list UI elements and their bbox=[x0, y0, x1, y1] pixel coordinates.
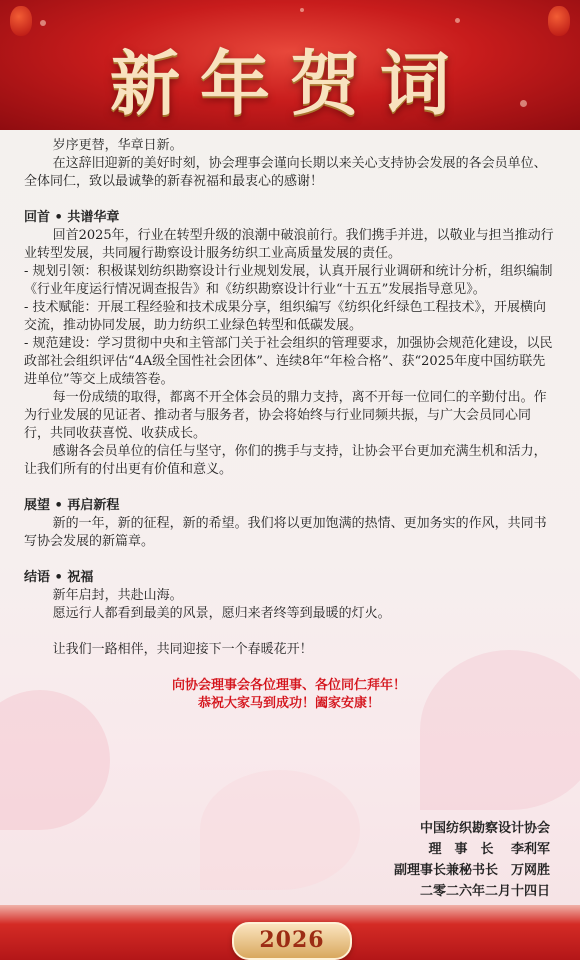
review-paragraph-2: 每一份成绩的取得，都离不开全体会员的鼎力支持，离不开每一位同仁的辛勤付出。作为行业发展的见证者、推动者与服务者，协会将始终与行业同频共振，与广大会员同心同行，共同收获喜悦、收获成长。 bbox=[24, 390, 547, 441]
year-text: 2026 bbox=[259, 927, 325, 953]
review-item-technology: - 技术赋能：开展工程经验和技术成果分享，组织编写《纺织化纤绿色工程技术》，开展横向交流，推动协同发展，助力纺织工业绿色转型和低碳发展。 bbox=[24, 300, 547, 333]
letter-body bbox=[24, 137, 554, 713]
opening-line: 岁序更替，华章日新。 bbox=[52, 138, 183, 153]
greeting-line-1: 向协会理事会各位理事、各位同仁拜年！ bbox=[171, 678, 406, 693]
signature-org: 中国纺织勘察设计协会 bbox=[419, 821, 550, 836]
section-heading-outlook: 展望 • 再启新程 bbox=[24, 498, 120, 513]
header-banner bbox=[0, 0, 580, 130]
section-heading-review: 回首 • 共谱华章 bbox=[24, 210, 120, 225]
review-paragraph-3: 感谢各会员单位的信任与坚守，你们的携手与支持，让协会平台更加充满生机和活力，让我们所有的付出更有价值和意义。 bbox=[24, 444, 547, 477]
sparkle-decoration bbox=[40, 20, 46, 26]
year-badge bbox=[232, 922, 352, 960]
review-intro: 回首2025年，行业在转型升级的浪潮中破浪前行。我们携手并进，以敬业与担当推动行业转型发展，共同履行勘察设计服务纺织工业高质量发展的责任。 bbox=[24, 228, 554, 261]
opening-paragraph: 在这辞旧迎新的美好时刻，协会理事会谨向长期以来关心支持协会发展的各会员单位、全体同仁，致以最诚挚的新春祝福和最衷心的感谢！ bbox=[24, 156, 547, 189]
sparkle-decoration bbox=[455, 18, 460, 23]
signature-vice-chairman: 副理事长兼秘书长 万网胜 bbox=[393, 863, 550, 878]
signature-chairman: 理 事 长 李利军 bbox=[428, 842, 550, 857]
review-item-planning: - 规划引领：积极谋划纺织勘察设计行业规划发展，认真开展行业调研和统计分析，组织编制《行业年度运行情况调查报告》和《纺织勘察设计行业“十五五”发展指导意见》。 bbox=[24, 264, 553, 297]
signature-date: 二零二六年二月十四日 bbox=[419, 884, 550, 899]
closing-line-2: 愿远行人都看到最美的风景，愿归来者终等到最暖的灯火。 bbox=[52, 606, 391, 621]
closing-line-3: 让我们一路相伴，共同迎接下一个春暖花开！ bbox=[52, 642, 313, 657]
closing-line-1: 新年启封，共赴山海。 bbox=[52, 588, 183, 603]
sparkle-decoration bbox=[300, 8, 304, 12]
section-heading-closing: 结语 • 祝福 bbox=[24, 570, 94, 585]
review-item-standards: - 规范建设：学习贯彻中央和主管部门关于社会组织的管理要求，加强协会规范化建设，以民政部社会组织评估“4A级全国性社会团体”、连续8年“年检合格”、获“2025年度中国纺联先进单位”等交上成绩答卷。 bbox=[24, 336, 553, 387]
outlook-paragraph: 新的一年，新的征程，新的希望。我们将以更加饱满的热情、更加务实的作风，共同书写协会发展的新篇章。 bbox=[24, 516, 547, 549]
page-title: 新年贺词 bbox=[110, 42, 470, 125]
greeting-line-2: 恭祝大家马到成功！阖家安康！ bbox=[197, 696, 380, 711]
